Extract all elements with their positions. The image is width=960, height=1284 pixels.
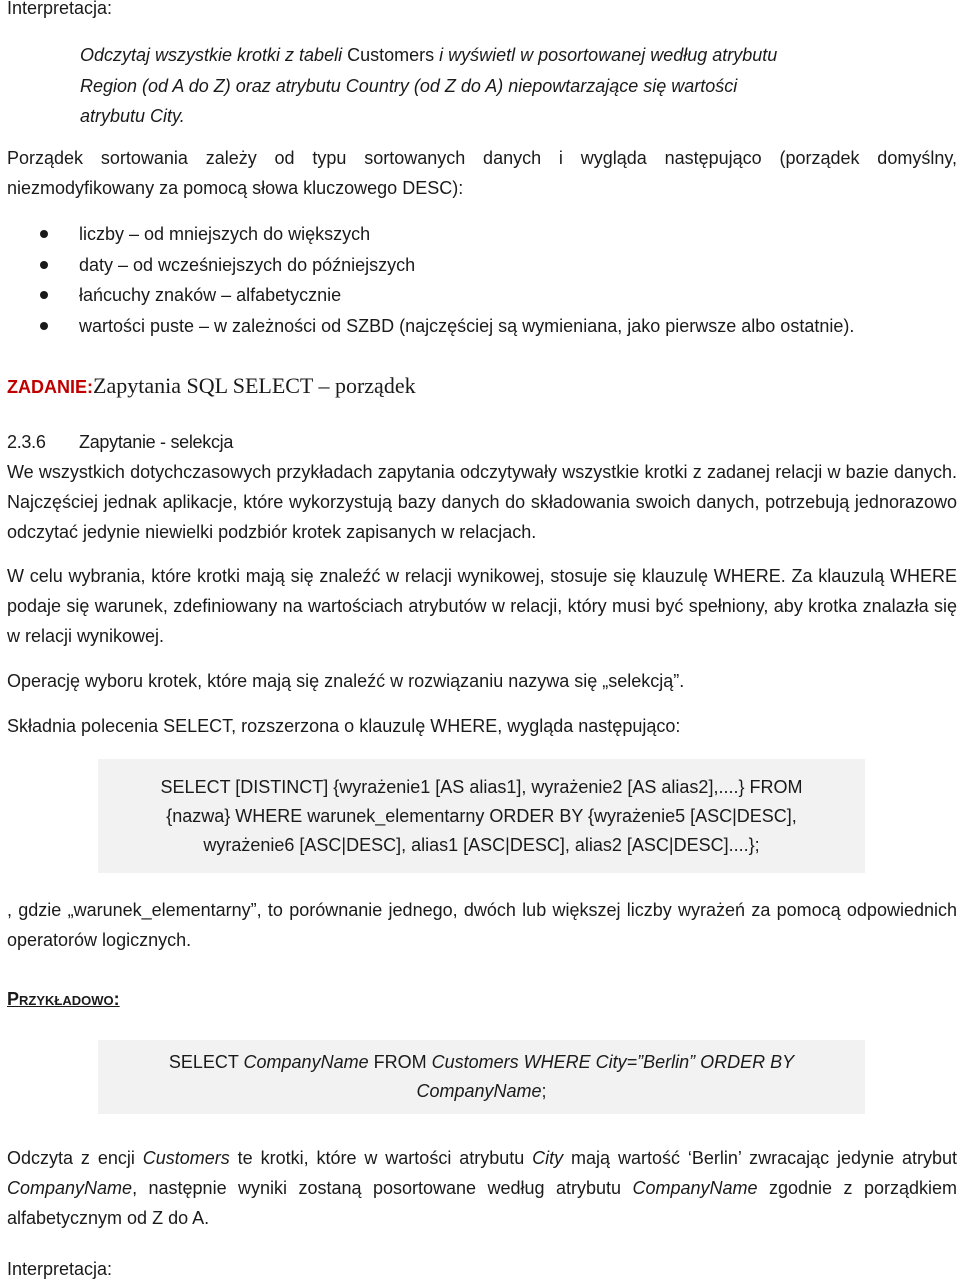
- example-label: Przykładowo:: [7, 989, 120, 1009]
- bottom-label: Interpretacja:: [7, 1259, 113, 1279]
- bullet-icon: [40, 322, 48, 330]
- paragraph: Operację wyboru krotek, które mają się znaleźć w rozwiązaniu nazywa się „selekcją”.: [7, 671, 685, 691]
- list-item: wartości puste – w zależności od SZBD (najczęściej są wymieniana, jako pierwsze albo ostatnie).: [40, 311, 854, 342]
- paragraph: Składnia polecenia SELECT, rozszerzona o klauzulę WHERE, wygląda następująco:: [7, 716, 681, 736]
- code-text: CompanyName: [416, 1081, 542, 1101]
- code-text: SELECT: [168, 1052, 244, 1072]
- list-item: daty – od wcześniejszych do późniejszych: [40, 250, 854, 281]
- quote-text: Region (od A do Z) oraz atrybutu Country (od Z do A) niepowtarzające się wartości: [80, 75, 738, 96]
- code-text: Customers WHERE City=”Berlin” ORDER BY: [431, 1052, 795, 1072]
- top-label: Interpretacja:: [7, 0, 113, 18]
- example-box: [98, 1040, 865, 1114]
- code-text: FROM: [368, 1052, 432, 1072]
- list-item: liczby – od mniejszych do większych: [40, 219, 854, 250]
- code-text: ;: [541, 1081, 547, 1101]
- paragraph: , gdzie „warunek_elementarny”, to porównanie jednego, dwóch lub większej liczby wyrażeń za pomocą odpowiednich operatorów logicznych.: [7, 900, 957, 950]
- quote-table-name: Customers: [347, 45, 435, 65]
- quote-text: i wyświetl w posortowanej według atrybutu: [439, 45, 778, 65]
- quote-text: Odczytaj wszystkie krotki z tabeli: [80, 45, 343, 65]
- bullet-icon: [40, 261, 48, 269]
- paragraph: W celu wybrania, które krotki mają się znaleźć w relacji wynikowej, stosuje się klauzulę WHERE. Za klauzulą WHERE podaje się warunek, zdefiniowany na wartościach atrybutów w relacji, który musi być spełniony, aby krotka znalazła się w relacji wynikowej.: [7, 566, 957, 646]
- paragraph: We wszystkich dotychczasowych przykładach zapytania odczytywały wszystkie krotki z zadanej relacji w bazie danych. Najczęściej jednak aplikacje, które wykorzystują bazy danych do składowania swoich danych, potrzebują jednorazowo odczytać jedynie niewielki podzbiór krotek zapisanych w relacjach.: [7, 462, 957, 542]
- section-number: 2.3.6: [7, 432, 46, 452]
- code-line: {nazwa} WHERE warunek_elementarny ORDER BY {wyrażenie5 [ASC|DESC],: [166, 806, 797, 826]
- task-title: Zapytania SQL SELECT – porządek: [93, 373, 416, 398]
- section-title: Zapytanie - selekcja: [79, 432, 234, 452]
- quote-text: atrybutu City.: [80, 106, 185, 126]
- task-label: ZADANIE:: [7, 377, 93, 397]
- code-line: wyrażenie6 [ASC|DESC], alias1 [ASC|DESC], alias2 [ASC|DESC]....};: [203, 835, 760, 855]
- task-quote: [80, 40, 860, 132]
- sort-intro: Porządek sortowania zależy od typu sortowanych danych i wygląda następująco (porządek domyślny, niezmodyfikowany za pomocą słowa kluczowego DESC):: [7, 148, 957, 198]
- code-text: CompanyName: [243, 1052, 369, 1072]
- syntax-box: [98, 759, 865, 873]
- section-heading: [7, 427, 233, 457]
- task-heading: [7, 371, 416, 402]
- sort-order-list: [40, 219, 854, 341]
- example-heading: [7, 984, 957, 1014]
- paragraph: Odczyta z encji Customers te krotki, które w wartości atrybutu City mają wartość ‘Berlin’ zwracając jedynie atrybut CompanyName, następnie wyniki zostaną posortowane według atrybutu CompanyName zgodnie z porządkiem alfabetycznym od Z do A.: [7, 1148, 958, 1228]
- code-line: SELECT [DISTINCT] {wyrażenie1 [AS alias1], wyrażenie2 [AS alias2],....} FROM: [160, 777, 803, 797]
- bullet-icon: [40, 230, 48, 238]
- bullet-icon: [40, 291, 48, 299]
- list-item: łańcuchy znaków – alfabetycznie: [40, 280, 854, 311]
